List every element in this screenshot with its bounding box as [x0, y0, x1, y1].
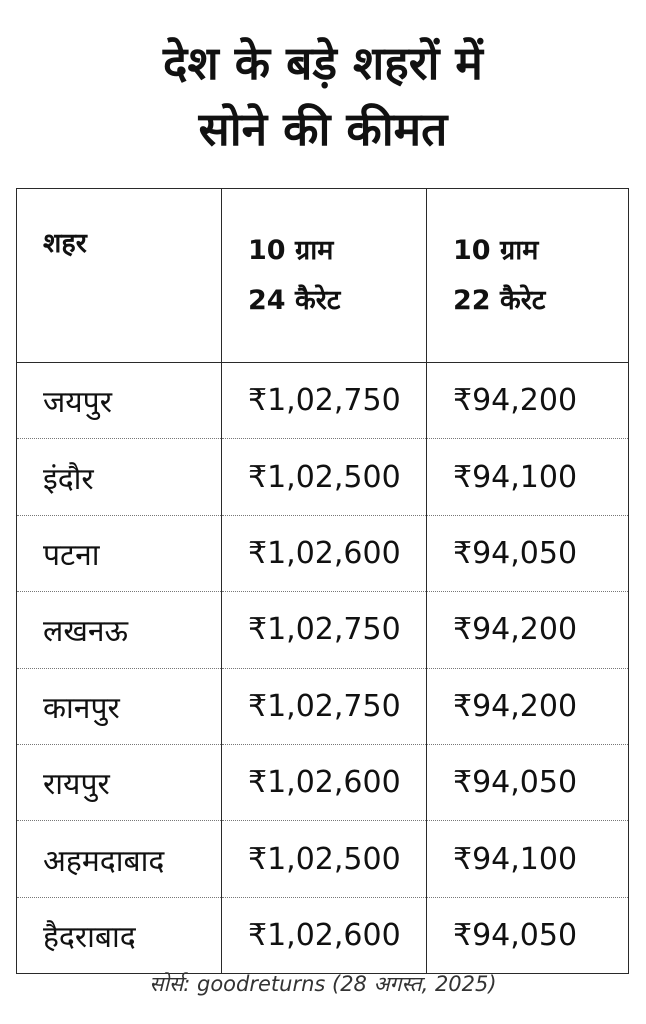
- city-cell: जयपुर: [17, 363, 222, 439]
- table-row: [17, 821, 629, 897]
- price-24k-cell: ₹1,02,500: [222, 821, 427, 897]
- header-24-line-1: 10 ग्राम: [248, 234, 334, 266]
- table-row: [17, 668, 629, 744]
- price-24k-cell: ₹1,02,600: [222, 515, 427, 591]
- price-22k-cell: ₹94,050: [427, 515, 629, 591]
- price-24k-cell: ₹1,02,750: [222, 592, 427, 668]
- header-24-carat: [222, 189, 427, 363]
- table-row: [17, 515, 629, 591]
- header-24-line-2: 24 कैरेट: [248, 284, 341, 316]
- title-line-2: सोने की कीमत: [198, 102, 448, 156]
- city-cell: रायपुर: [17, 744, 222, 820]
- header-22-line-2: 22 कैरेट: [453, 284, 546, 316]
- price-24k-cell: ₹1,02,500: [222, 439, 427, 515]
- price-22k-cell: ₹94,100: [427, 821, 629, 897]
- price-24k-cell: ₹1,02,750: [222, 668, 427, 744]
- city-cell: अहमदाबाद: [17, 821, 222, 897]
- gold-price-table: [16, 188, 629, 974]
- city-cell: लखनऊ: [17, 592, 222, 668]
- price-22k-cell: ₹94,050: [427, 744, 629, 820]
- table-row: [17, 897, 629, 973]
- source-note: सोर्स: goodreturns (28 अगस्त, 2025): [149, 972, 497, 996]
- price-22k-cell: ₹94,050: [427, 897, 629, 973]
- table-row: [17, 744, 629, 820]
- price-22k-cell: ₹94,100: [427, 439, 629, 515]
- page-title: [0, 30, 646, 162]
- price-24k-cell: ₹1,02,600: [222, 744, 427, 820]
- price-22k-cell: ₹94,200: [427, 592, 629, 668]
- city-cell: इंदौर: [17, 439, 222, 515]
- price-22k-cell: ₹94,200: [427, 668, 629, 744]
- price-24k-cell: ₹1,02,750: [222, 363, 427, 439]
- price-24k-cell: ₹1,02,600: [222, 897, 427, 973]
- city-cell: हैदराबाद: [17, 897, 222, 973]
- city-cell: कानपुर: [17, 668, 222, 744]
- table-row: [17, 592, 629, 668]
- city-cell: पटना: [17, 515, 222, 591]
- header-22-line-1: 10 ग्राम: [453, 234, 539, 266]
- title-line-1: देश के बड़े शहरों में: [163, 36, 483, 90]
- header-22-carat: [427, 189, 629, 363]
- table-row: [17, 363, 629, 439]
- price-22k-cell: ₹94,200: [427, 363, 629, 439]
- table-row: [17, 439, 629, 515]
- header-city: शहर: [17, 189, 222, 363]
- table-header-row: [17, 189, 629, 363]
